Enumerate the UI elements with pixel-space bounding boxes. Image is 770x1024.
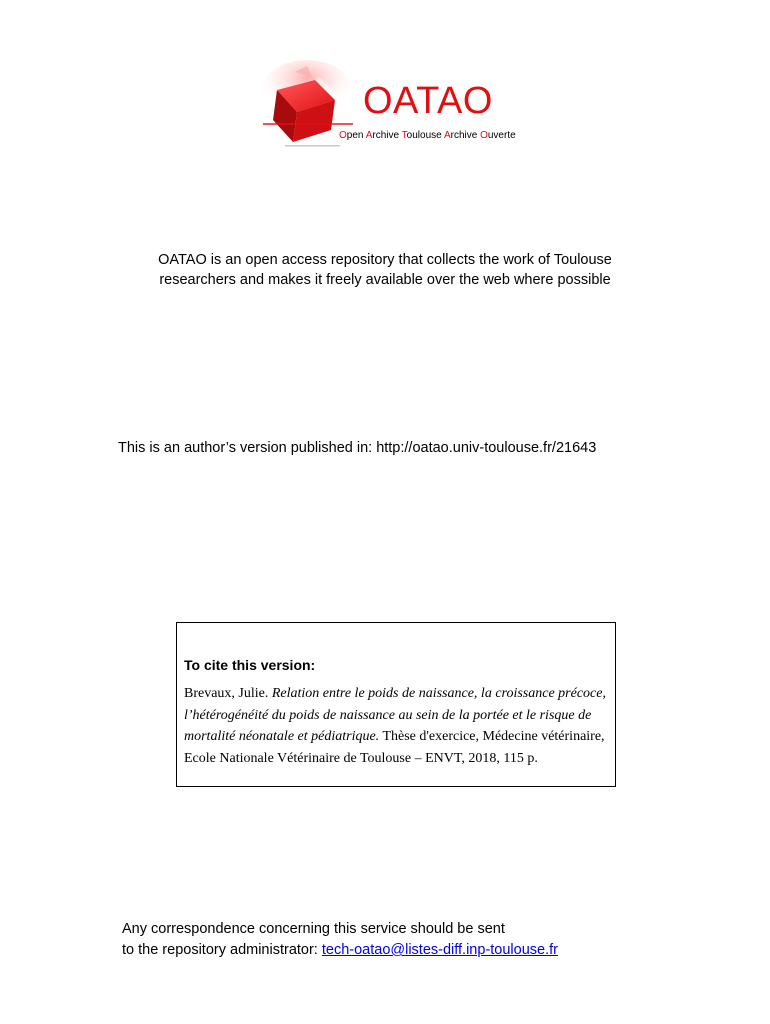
- citation-box: [176, 622, 616, 787]
- logo-subtitle-word: Archive: [443, 130, 478, 141]
- logo-title: OATAO: [363, 80, 493, 122]
- citation-text: [184, 683, 612, 769]
- logo-subtitle-word: Open: [339, 130, 364, 141]
- version-notice: This is an author’s version published in: http://oatao.univ-toulouse.fr/21643: [118, 440, 597, 456]
- citation-author: Brevaux, Julie.: [184, 686, 269, 701]
- logo-subtitle-word: Toulouse: [401, 130, 442, 141]
- logo-subtitle: [339, 130, 516, 141]
- admin-email-link[interactable]: tech-oatao@listes-diff.inp-toulouse.fr: [321, 942, 558, 958]
- logo-subtitle-word: Ouverte: [480, 130, 516, 141]
- citation-details: Thèse d'exercice, Médecine vétérinaire, Ecole Nationale Vétérinaire de Toulouse – ENVT, 2018, 115 p.: [184, 729, 605, 766]
- intro-line: researchers and makes it freely available over the web where possible: [159, 272, 611, 288]
- correspondence-notice: [122, 919, 558, 961]
- citation-title: Relation entre le poids de naissance, la croissance précoce, l’hétérogénéité du poids de naissance au sein de la portée et le risque de mortalité néonatale et pédiatrique.: [184, 686, 606, 744]
- logo-subtitle-word: Archive: [365, 130, 400, 141]
- citation-heading: To cite this version:: [184, 657, 316, 673]
- correspondence-line: to the repository administrator: tech-oatao@listes-diff.inp-toulouse.fr: [122, 942, 558, 958]
- intro-line: OATAO is an open access repository that collects the work of Toulouse: [158, 252, 612, 268]
- correspondence-line: Any correspondence concerning this service should be sent: [122, 921, 505, 937]
- intro-text: [0, 250, 770, 290]
- oatao-logo: [255, 60, 545, 160]
